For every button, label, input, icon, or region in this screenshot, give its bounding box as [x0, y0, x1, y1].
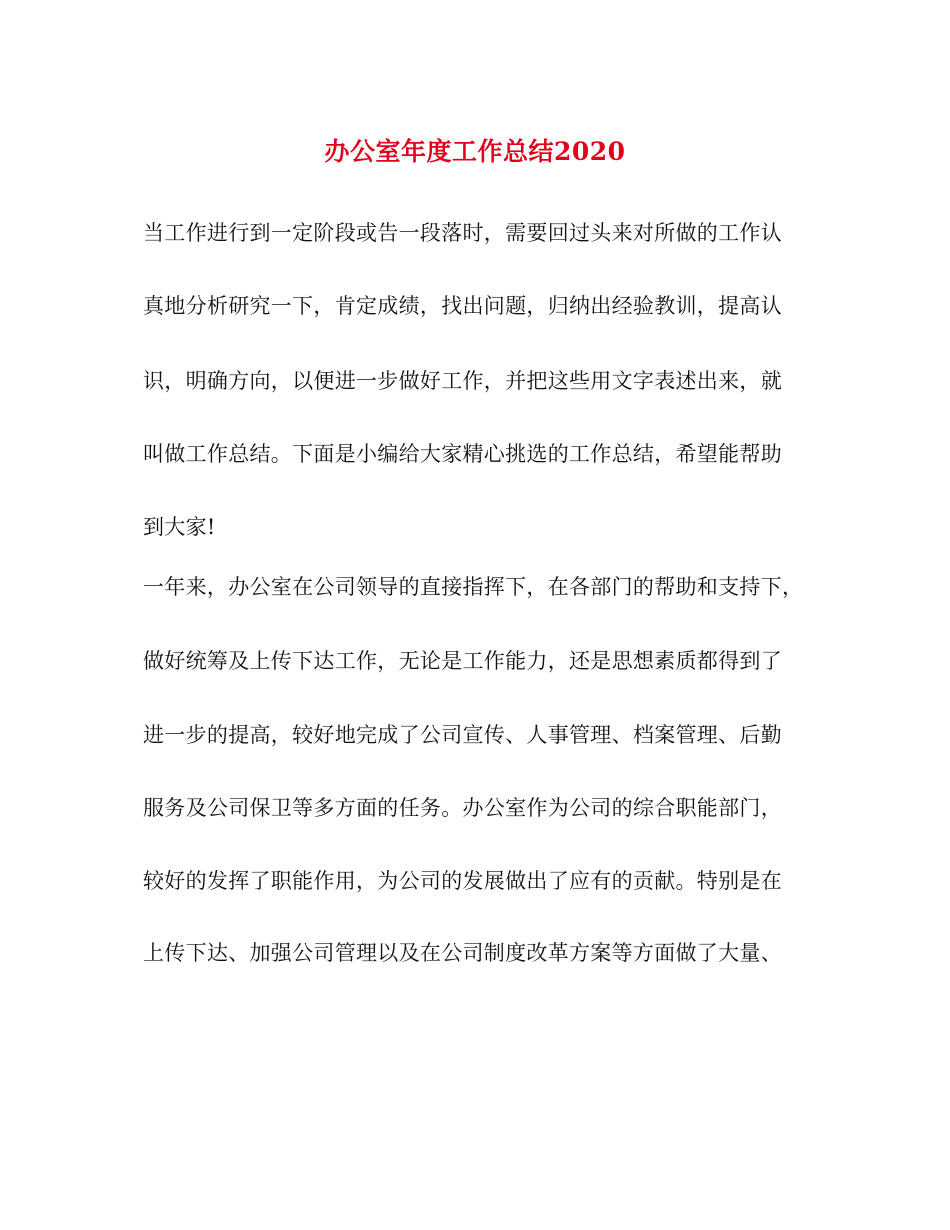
- paragraph-line: 识，明确方向，以便进一步做好工作，并把这些用文字表述出来，就: [143, 369, 782, 393]
- paragraph-line: 真地分析研究一下，肯定成绩，找出问题，归纳出经验教训，提高认: [143, 294, 782, 318]
- document-title: 办公室年度工作总结2020: [324, 137, 626, 166]
- paragraph-line: 一年来，办公室在公司领导的直接指挥下，在各部门的帮助和支持下，: [143, 575, 804, 599]
- paragraph-line: 较好的发挥了职能作用，为公司的发展做出了应有的贡献。特别是在: [143, 869, 782, 893]
- paragraph-line: 进一步的提高，较好地完成了公司宣传、人事管理、档案管理、后勤: [143, 723, 782, 747]
- paragraph-line: 到大家!: [143, 515, 216, 539]
- paragraph-line: 做好统筹及上传下达工作，无论是工作能力，还是思想素质都得到了: [143, 649, 782, 673]
- paragraph-line: 服务及公司保卫等多方面的任务。办公室作为公司的综合职能部门，: [143, 796, 782, 820]
- paragraph-line: 当工作进行到一定阶段或告一段落时，需要回过头来对所做的工作认: [143, 221, 782, 245]
- paragraph-line: 上传下达、加强公司管理以及在公司制度改革方案等方面做了大量、: [143, 941, 782, 965]
- paragraph-line: 叫做工作总结。下面是小编给大家精心挑选的工作总结，希望能帮助: [143, 442, 782, 466]
